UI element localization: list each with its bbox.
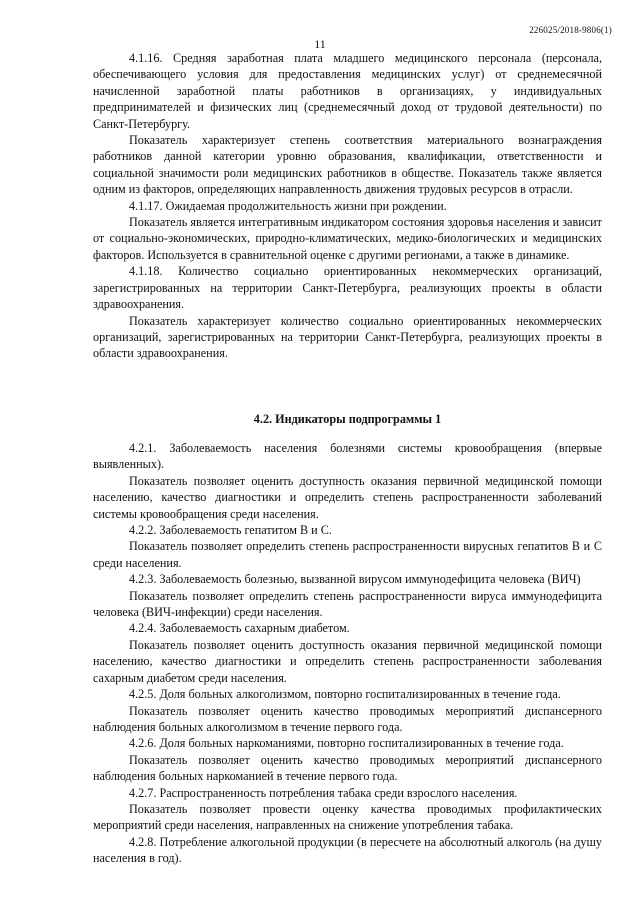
- section-heading: 4.2. Индикаторы подпрограммы 1: [253, 412, 442, 426]
- paragraph: Показатель позволяет оценить доступность оказания первичной медицинской помощи населению, качество диагностики и определить степень распространенности заболеваний системы кровообращения среди населения.: [93, 473, 602, 521]
- paragraph: 4.2.4. Заболеваемость сахарным диабетом.: [129, 621, 350, 636]
- paragraph: Показатель позволяет оценить качество проводимых мероприятий диспансерного наблюдения больных алкоголизмом в течение первого года.: [93, 703, 602, 734]
- paragraph: 4.1.18. Количество социально ориентированных некоммерческих организаций, зарегистрированных на территории Санкт-Петербурга, реализующих проекты в области здравоохранения.: [93, 264, 602, 312]
- paragraph: 4.2.5. Доля больных алкоголизмом, повторно госпитализированных в течение года.: [129, 687, 561, 702]
- paragraph: Показатель позволяет определить степень распространенности вирусных гепатитов В и С среди населения.: [93, 539, 602, 570]
- paragraph: Показатель является интегративным индикатором состояния здоровья населения и зависит от социально-экономических, природно-климатических, медико-биологических и медицинских факторов. Используется в сравнительной оценке с другими регионами, а также в динамике.: [93, 215, 602, 262]
- section-4-2-body: [93, 440, 602, 867]
- section-4-1-body: [93, 50, 602, 362]
- paragraph: Показатель позволяет оценить доступность оказания первичной медицинской помощи населению, качество диагностики и определить степень распространенности заболевания сахарным диабетом среди населения.: [93, 637, 602, 685]
- page-number: 11: [314, 37, 326, 51]
- paragraph: 4.1.17. Ожидаемая продолжительность жизни при рождении.: [129, 198, 447, 213]
- paragraph: Показатель позволяет определить степень распространенности вируса иммунодефицита человека (ВИЧ-инфекции) среди населения.: [93, 588, 602, 620]
- paragraph: 4.2.1. Заболеваемость населения болезнями системы кровообращения (впервые выявленных).: [93, 441, 602, 472]
- paragraph: Показатель характеризует количество социально ориентированных некоммерческих организаций, зарегистрированных на территории Санкт-Петербурга, реализующих проекты в области здравоохранения.: [93, 313, 602, 361]
- paragraph: 4.2.6. Доля больных наркоманиями, повторно госпитализированных в течение года.: [129, 736, 564, 751]
- paragraph: Показатель позволяет провести оценку качества проводимых профилактических мероприятий среди населения, направленных на снижение употребления табака.: [93, 801, 602, 833]
- document-id: 226025/2018-9806(1): [529, 25, 612, 35]
- paragraph: 4.2.7. Распространенность потребления табака среди взрослого населения.: [129, 785, 518, 800]
- paragraph: Показатель характеризует степень соответствия материального вознаграждения работников данной категории уровню образования, квалификации, ответственности и социальной значимости роли медицинских работников в обществе. Показатель также является одним из факторов, определяющих направленность движения трудовых ресурсов в отрасли.: [93, 133, 602, 197]
- paragraph: 4.2.8. Потребление алкогольной продукции (в пересчете на абсолютный алкоголь (на душу населения в год).: [93, 834, 602, 866]
- paragraph: Показатель позволяет оценить качество проводимых мероприятий диспансерного наблюдения больных наркоманией в течение первого года.: [93, 752, 602, 784]
- paragraph: 4.2.3. Заболеваемость болезнью, вызванной вирусом иммунодефицита человека (ВИЧ): [129, 572, 581, 587]
- paragraph: 4.2.2. Заболеваемость гепатитом В и С.: [129, 523, 332, 538]
- paragraph: 4.1.16. Средняя заработная плата младшего медицинского персонала (персонала, обеспечивающего условия для предоставления медицинских услуг) от среднемесячной начисленной заработной платы работников в организациях, у индивидуальных предпринимателей и физических лиц (среднемесячный доход от трудовой деятельности) по Санкт-Петербургу.: [93, 51, 602, 131]
